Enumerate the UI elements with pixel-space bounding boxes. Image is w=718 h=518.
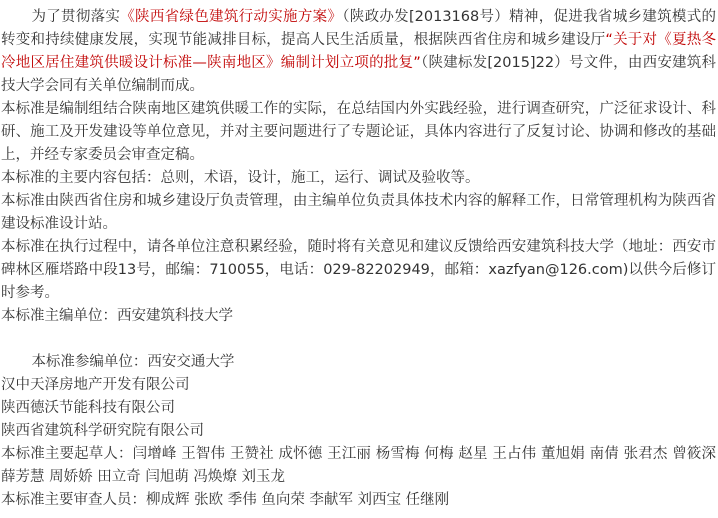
text-run: 本标准由陕西省住房和城乡建设厅负责管理，由主编单位负责具体技术内容的解释工作，日常管理机构为陕西省建设标准设计站。 bbox=[1, 193, 716, 232]
text-run: 本标准在执行过程中，请各单位注意积累经验，随时将有关意见和建议反馈给西安建筑科技大学（地址：西安市碑林区雁塔路中段13号，邮编：710055，电话：029-82202949，邮箱：xazfyan@126.com)以供今后修订时参考。 bbox=[1, 239, 716, 301]
paragraph bbox=[1, 420, 716, 443]
text-run: 本标准参编单位：西安交通大学 bbox=[31, 354, 235, 370]
paragraph bbox=[1, 351, 716, 374]
text-run: （陕政办发[2013168号）精神，促进我省城乡建筑模式的转变和持续健康发展，实现节能减排目标，提高人民生活质量，根据陕西省住房和城乡建设厅 bbox=[1, 9, 717, 48]
paragraph bbox=[1, 443, 716, 489]
text-run: 本标准主要起草人：闫增峰 王智伟 王赞社 成怀德 王江丽 杨雪梅 何梅 赵星 王占伟 董旭娟 南倩 张君杰 曾筱深 薛芳慧 周娇娇 田立奇 闫旭萌 冯焕燎 刘玉龙 bbox=[1, 446, 716, 485]
paragraph bbox=[1, 98, 716, 167]
text-run: 本标准是编制组结合陕南地区建筑供暖工作的实际，在总结国内外实践经验，进行调查研究，广泛征求设计、科研、施工及开发建设等单位意见，并对主要问题进行了专题论证，具体内容进行了反复讨论、协调和修改的基础上，并经专家委员会审查定稿。 bbox=[1, 101, 716, 163]
text-run: 本标准的主要内容包括：总则，术语，设计，施工，运行、调试及验收等。 bbox=[1, 170, 480, 186]
text-run: 汉中天泽房地产开发有限公司 bbox=[1, 377, 190, 393]
text-run: （陕建标发[2015]22）号文件，由西安建筑科技大学会同有关单位编制而成。 bbox=[1, 55, 716, 94]
text-run-red: “关于对《夏热冬冷地区居住建筑供暖设计标准—陕南地区》编制计划立项的批复” bbox=[1, 32, 716, 71]
paragraph bbox=[1, 489, 716, 512]
text-run: 本标准主编单位：西安建筑科技大学 bbox=[1, 308, 233, 324]
paragraph bbox=[1, 190, 716, 236]
text-run: 陕西德沃节能科技有限公司 bbox=[1, 400, 175, 416]
paragraph bbox=[1, 6, 716, 98]
paragraph bbox=[1, 397, 716, 420]
paragraph bbox=[1, 167, 716, 190]
paragraph bbox=[1, 374, 716, 397]
text-run-red: 《陕西省绿色建筑行动实施方案》 bbox=[120, 9, 343, 25]
paragraph bbox=[1, 236, 716, 305]
text-run: 为了贯彻落实 bbox=[31, 9, 121, 25]
text-run: 陕西省建筑科学研究院有限公司 bbox=[1, 423, 204, 439]
paragraph bbox=[1, 305, 716, 328]
text-run: 本标准主要审查人员：柳成辉 张欧 季伟 鱼向荣 李献军 刘西宝 任继刚 bbox=[1, 492, 450, 508]
blank-line bbox=[1, 328, 716, 351]
